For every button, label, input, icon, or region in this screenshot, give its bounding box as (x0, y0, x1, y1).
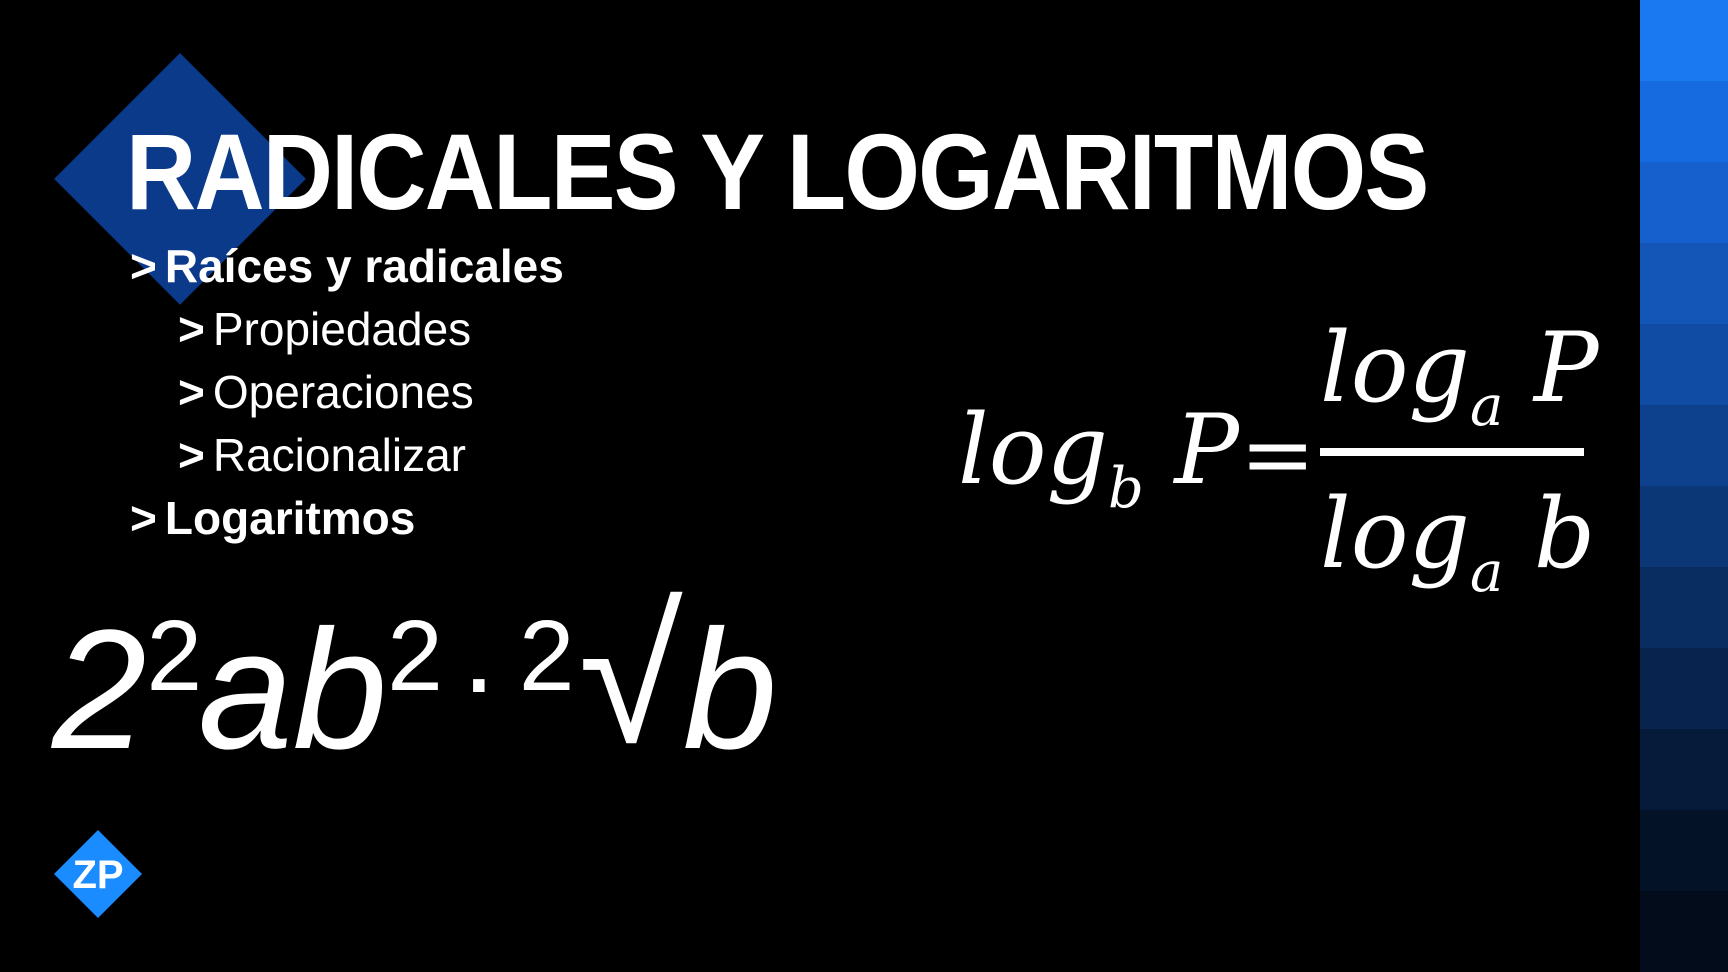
topic-label: Racionalizar (212, 429, 466, 481)
stripe-band (1640, 729, 1728, 810)
formula-b-exponent: 2 (387, 600, 439, 712)
topic-label: Propiedades (212, 303, 472, 355)
stripe-band (1640, 567, 1728, 648)
log-lhs-base: b (1107, 456, 1144, 521)
topic-item-racionalizar (130, 427, 564, 490)
topic-label: Logaritmos (164, 492, 416, 544)
log-lhs (958, 394, 1239, 521)
log-lhs-arg: P (1174, 394, 1239, 506)
slide-title: RADICALES Y LOGARITMOS (126, 111, 1428, 232)
formula-var-a: a (198, 595, 293, 785)
square-root-icon: √ (578, 571, 683, 783)
log-num-base: a (1469, 374, 1504, 439)
log-num-word: log (1320, 312, 1470, 424)
log-num-arg: P (1533, 312, 1599, 424)
log-den-word: log (1320, 478, 1470, 590)
radical-formula (52, 571, 778, 785)
topic-item-raices (130, 238, 564, 301)
bullet-arrow: > (178, 366, 205, 418)
gradient-stripe (1640, 0, 1728, 972)
topic-item-propiedades (130, 301, 564, 364)
formula-root-index: 2 (518, 600, 575, 712)
formula-base: 2 (52, 595, 147, 785)
fraction-bar (1320, 448, 1584, 456)
topic-list (130, 238, 564, 553)
formula-dot: · (458, 610, 499, 744)
formula-base-exponent: 2 (146, 600, 199, 712)
stripe-band (1640, 405, 1728, 486)
topic-item-operaciones (130, 364, 564, 427)
log-denominator (1320, 478, 1596, 605)
equals-sign: = (1240, 402, 1316, 507)
formula-var-b: b (292, 595, 388, 785)
log-numerator (1320, 312, 1599, 439)
topic-item-logaritmos (130, 490, 564, 553)
stripe-band (1640, 810, 1728, 891)
bullet-arrow: > (130, 240, 157, 292)
stripe-band (1640, 324, 1728, 405)
log-den-arg: b (1533, 478, 1596, 590)
bullet-arrow: > (178, 303, 205, 355)
stripe-band (1640, 243, 1728, 324)
log-den-base: a (1469, 540, 1504, 605)
topic-label: Operaciones (212, 366, 474, 418)
zp-logo-icon (52, 828, 144, 920)
stripe-band (1640, 486, 1728, 567)
bullet-arrow: > (130, 492, 157, 544)
topic-label: Raíces y radicales (164, 240, 564, 292)
bullet-arrow: > (178, 429, 205, 481)
stripe-band (1640, 891, 1728, 972)
log-change-of-base-formula (958, 312, 1599, 605)
log-lhs-word: log (958, 394, 1108, 506)
logo-text: ZP (72, 853, 124, 897)
stripe-band (1640, 162, 1728, 243)
formula-radicand: b (682, 595, 778, 785)
stripe-band (1640, 648, 1728, 729)
stripe-band (1640, 81, 1728, 162)
stripe-band (1640, 0, 1728, 81)
